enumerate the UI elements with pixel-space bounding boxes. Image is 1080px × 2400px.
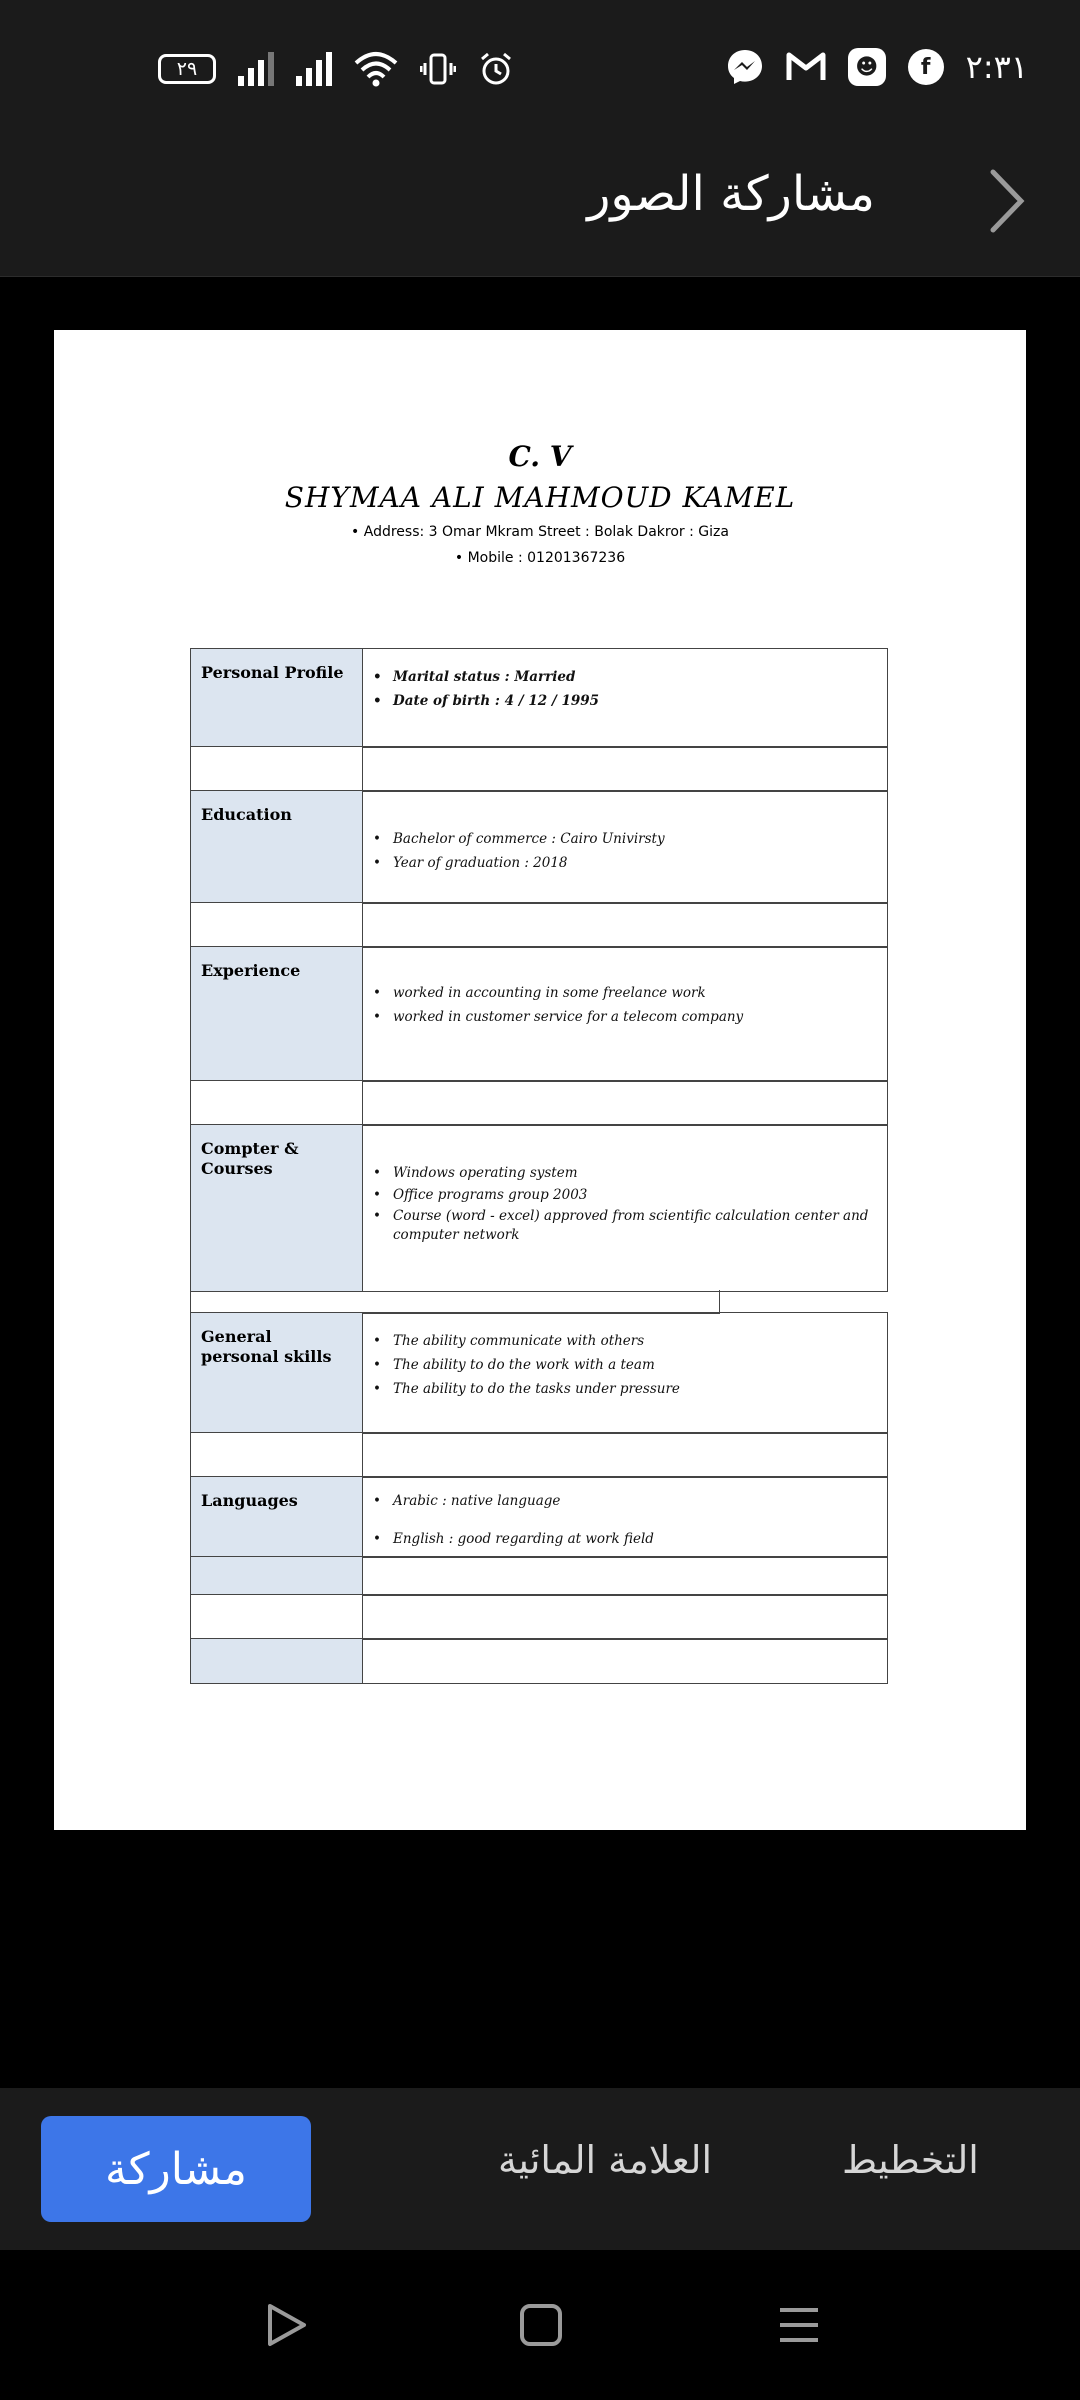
clock: ٢:٣١ [965,48,1028,86]
watermark-tab[interactable]: العلامة المائية [498,2138,713,2182]
menu-lines-icon[interactable] [774,2300,824,2350]
section-label: Compter & Courses [191,1125,363,1291]
section-label: Education [191,791,363,903]
battery-icon [158,54,216,84]
chevron-right-icon[interactable] [972,166,1042,236]
list-item: • Office programs group 2003 [393,1185,879,1205]
list-item: • Year of graduation : 2018 [393,853,879,873]
table-row [190,1290,720,1314]
signal-icon [296,52,332,86]
list-item: • Arabic : native language [393,1491,879,1511]
list-item: • The ability to do the tasks under pressure [393,1379,879,1399]
table-row [190,1432,888,1478]
section-values [363,1313,887,1433]
table-row [190,790,888,904]
table-row [190,1476,888,1558]
list-item: • Marital status : Married [393,667,879,687]
layout-tab[interactable]: التخطيط [842,2138,979,2182]
table-row [190,902,888,948]
address-line: • Address: 3 Omar Mkram Street : Bolak Dakror : Giza [351,524,729,540]
section-label: Personal Profile [191,649,363,747]
signal-icon [238,52,274,86]
status-bar [0,0,1080,130]
section-values [363,1125,887,1291]
list-item: • Windows operating system [393,1163,879,1183]
table-row [190,1080,888,1126]
wifi-icon [354,51,398,87]
system-nav-bar [0,2250,1080,2400]
section-values [363,791,887,903]
home-square-icon[interactable] [516,2300,566,2350]
messenger-icon [726,48,764,86]
section-values [363,947,887,1081]
share-button[interactable]: مشاركة [41,2116,311,2222]
app-icon: ☻ [848,48,886,86]
section-label: General personal skills [191,1313,363,1433]
list-item: • The ability communicate with others [393,1331,879,1351]
back-triangle-icon[interactable] [262,2300,312,2350]
table-row [190,648,888,748]
vibrate-icon [420,51,456,87]
candidate-name: SHYMAA ALI MAHMOUD KAMEL [284,481,796,514]
section-values [363,649,887,747]
list-item: • English : good regarding at work field [393,1529,879,1549]
section-values [363,1477,887,1557]
section-label: Experience [191,947,363,1081]
table-row [190,1638,888,1684]
document-preview[interactable] [54,330,1026,1830]
status-left-icons [158,48,514,90]
top-app-bar [0,130,1080,277]
mobile-line: • Mobile : 01201367236 [454,550,626,566]
list-item: • Course (word - excel) approved from scientific calculation center and computer network [393,1207,879,1245]
alarm-icon [478,51,514,87]
battery-level: ٢٩ [176,58,198,80]
table-row [190,746,888,792]
page-title: مشاركة الصور [587,166,875,222]
bottom-action-bar [0,2088,1080,2250]
gmail-icon [786,50,826,84]
section-label: Languages [191,1477,363,1557]
list-item: • Date of birth : 4 / 12 / 1995 [393,691,879,711]
list-item: • The ability to do the work with a team [393,1355,879,1375]
table-row [190,946,888,1082]
list-item: • worked in customer service for a telecom company [393,1007,879,1027]
table-row [190,1124,888,1292]
list-item: • Bachelor of commerce : Cairo Univirsty [393,829,879,849]
document-title: C. V [508,440,572,473]
table-row [190,1594,888,1640]
table-row [190,1312,888,1434]
table-row [190,1556,888,1596]
document-header [54,440,1026,566]
status-right-icons [726,46,1028,88]
facebook-icon: f [908,49,944,85]
list-item: • worked in accounting in some freelance work [393,983,879,1003]
